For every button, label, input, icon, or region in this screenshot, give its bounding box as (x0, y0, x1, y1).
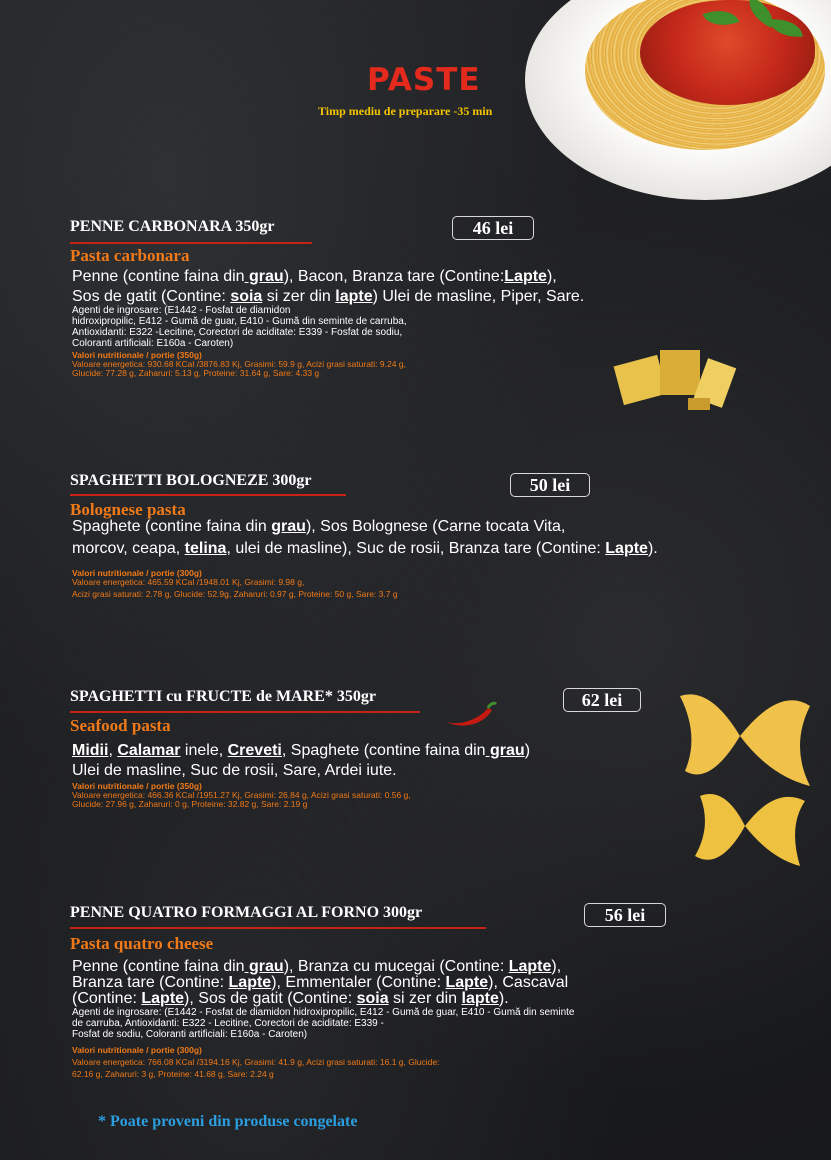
prep-time-subtitle: Timp mediu de preparare -35 min (318, 104, 493, 118)
item-price: 50 lei (510, 473, 590, 497)
item-description-line: morcov, ceapa, telina, ulei de masline), Suc de rosii, Branza tare (Contine: Lapte). (72, 540, 658, 557)
farfalle-pasta-image (670, 676, 820, 881)
item-description-line: Branza tare (Contine: Lapte), Emmentaler (Contine: Lapte), Cascaval (72, 974, 569, 991)
page-title: PASTE (367, 62, 481, 98)
item-agents-line: de carruba, Antioxidanti: E322 - Lecitine, Corectori de aciditate: E339 - (72, 1018, 384, 1029)
item-name: PENNE QUATRO FORMAGGI AL FORNO 300gr (70, 904, 423, 921)
nutrition-line: Glucide: 27.96 g, Zaharuri: 0 g, Proteine: 32.82 g, Sare: 2.19 g (72, 799, 308, 809)
nutrition-heading: Valori nutritionale / portie (300g) (72, 568, 202, 578)
item-underline (70, 927, 486, 929)
item-description-line: Penne (contine faina din grau), Bacon, Branza tare (Contine:Lapte), (72, 268, 557, 285)
nutrition-line: Glucide: 77.28 g, Zaharuri: 5.13 g, Proteine: 31.64 g, Sare: 4.33 g (72, 368, 320, 378)
nutrition-line: Valoare energetica: 766.08 KCal /3194.16 Kj, Grasimi: 41.9 g, Acizi grasi saturati: 16.1 g, Glucide: (72, 1057, 440, 1067)
item-subtitle: Pasta quatro cheese (70, 934, 214, 953)
nutrition-heading: Valori nutritionale / portie (350g) (72, 350, 202, 360)
item-agents-line: Agenti de ingrosare: (E1442 - Fosfat de diamidon (72, 305, 291, 316)
nutrition-line: Valoare energetica: 466.36 KCal /1951.27 Kj, Grasimi: 26.84 g, Acizi grasi saturati: 0.56 g, (72, 790, 411, 800)
item-subtitle: Bolognese pasta (70, 500, 186, 519)
item-description-line: Sos de gatit (Contine: soia si zer din lapte) Ulei de masline, Piper, Sare. (72, 288, 585, 305)
nutrition-heading: Valori nutritionale / portie (300g) (72, 1045, 202, 1055)
item-underline (70, 242, 312, 244)
item-agents-line: Fosfat de sodiu, Coloranti artificiali: E160a - Caroten) (72, 1029, 308, 1040)
nutrition-line: Valoare energetica: 465.59 KCal /1948.01 Kj, Grasimi: 9.98 g, (72, 577, 305, 587)
item-agents-line: hidroxipropilic, E412 - Gumă de guar, E410 - Gumă din seminte de carruba, (72, 316, 407, 327)
item-underline (70, 711, 420, 713)
chili-pepper-icon (442, 700, 498, 733)
nutrition-line: 62.16 g, Zaharuri: 3 g, Proteine: 41.68 g, Sare: 2.24 g (72, 1069, 274, 1079)
item-description-line: Penne (contine faina din grau), Branza cu mucegai (Contine: Lapte), (72, 958, 562, 975)
item-name: SPAGHETTI cu FRUCTE de MARE* 350gr (70, 688, 376, 705)
nutrition-heading: Valori nutritionale / portie (350g) (72, 781, 202, 791)
footnote: * Poate proveni din produse congelate (98, 1113, 358, 1130)
item-underline (70, 494, 346, 496)
item-subtitle: Seafood pasta (70, 716, 171, 735)
item-description-line: Spaghete (contine faina din grau), Sos Bolognese (Carne tocata Vita, (72, 518, 566, 535)
item-agents-line: Antioxidanti: E322 -Lecitine, Corectori de aciditate: E339 - Fosfat de sodiu, (72, 327, 403, 338)
item-description-line: (Contine: Lapte), Sos de gatit (Contine: soia si zer din lapte). (72, 990, 509, 1007)
item-description-line: Midii, Calamar inele, Creveti, Spaghete (contine faina din grau) (72, 742, 531, 759)
item-price: 56 lei (584, 903, 666, 927)
item-description-line: Ulei de masline, Suc de rosii, Sare, Ardei iute. (72, 762, 397, 779)
item-agents-line: Agenti de ingrosare: (E1442 - Fosfat de diamidon hidroxipropilic, E412 - Gumă de guar, E410 - Gumă din seminte (72, 1007, 575, 1018)
item-price: 46 lei (452, 216, 534, 240)
item-subtitle: Pasta carbonara (70, 246, 190, 265)
nutrition-line: Acizi grasi saturati: 2.78 g, Glucide: 52.9g, Zaharuri: 0.97 g, Proteine: 50 g, Sare: 3.7 g (72, 589, 398, 599)
item-name: SPAGHETTI BOLOGNEZE 300gr (70, 472, 312, 489)
nutrition-line: Valoare energetica: 930.68 KCal /3876.83 Kj, Grasimi: 59.9 g, Acizi grasi saturati: 9.24 g, (72, 359, 406, 369)
item-agents-line: Coloranti artificiali: E160a - Caroten) (72, 338, 234, 349)
item-price: 62 lei (563, 688, 641, 712)
item-name: PENNE CARBONARA 350gr (70, 218, 275, 235)
